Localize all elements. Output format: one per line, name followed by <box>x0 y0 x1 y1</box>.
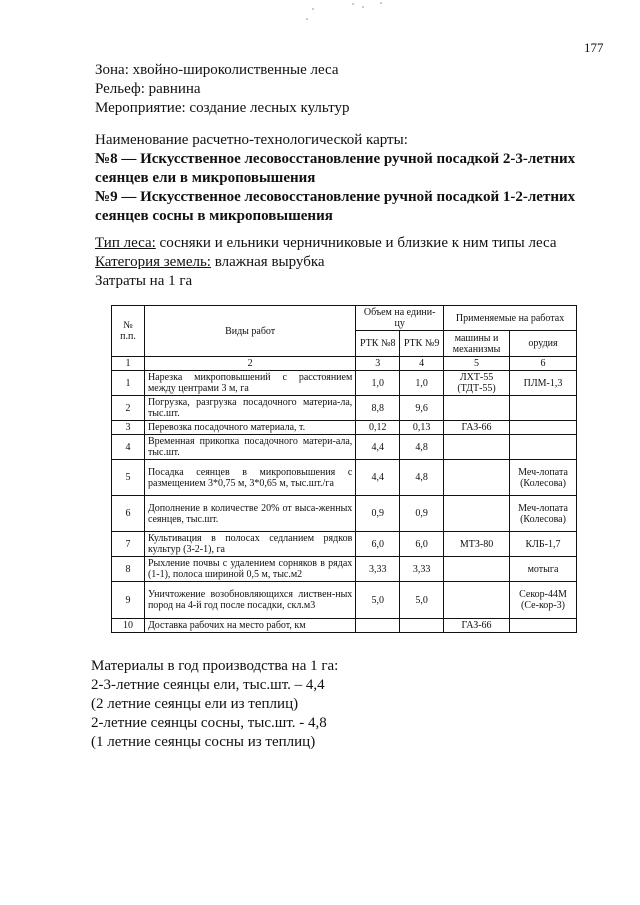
row-rtk8: 1,0 <box>356 371 400 396</box>
row-tool <box>510 435 577 460</box>
row-rtk9: 5,0 <box>400 582 444 619</box>
row-number: 9 <box>112 582 145 619</box>
row-work: Временная прикопка посадочного матери-ала, тыс.шт. <box>144 435 355 460</box>
table-row <box>112 421 577 435</box>
row-tool: Меч-лопата (Колесова) <box>510 496 577 532</box>
column-number: 3 <box>356 357 400 371</box>
row-number: 8 <box>112 557 145 582</box>
table-row <box>112 460 577 496</box>
row-rtk9: 1,0 <box>400 371 444 396</box>
land-category-value: влажная вырубка <box>210 254 325 270</box>
forest-block <box>95 234 615 291</box>
row-tool: Меч-лопата (Колесова) <box>510 460 577 496</box>
header-tools: орудия <box>510 331 577 357</box>
table-row <box>112 371 577 396</box>
row-machine: ЛХТ-55 (ТДТ-55) <box>444 371 510 396</box>
header-block <box>95 61 595 118</box>
costs-line: Затраты на 1 га <box>95 273 193 289</box>
row-number: 1 <box>112 371 145 396</box>
column-number: 6 <box>510 357 577 371</box>
rtk-item-8: №8 — Искусственное лесовосстановление ручной посадкой 2-3-летних сеянцев ели в микроповышения <box>95 151 576 186</box>
materials-title: Материалы в год производства на 1 га: <box>91 658 339 674</box>
row-machine: МТЗ-80 <box>444 532 510 557</box>
scan-speck <box>312 8 314 10</box>
row-work: Дополнение в количестве 20% от выса-женных сеянцев, тыс.шт. <box>144 496 355 532</box>
row-work: Уничтожение возобновляющихся листвен-ных пород на 4-й год после посадки, скл.м3 <box>144 582 355 619</box>
row-number: 6 <box>112 496 145 532</box>
row-rtk8: 0,12 <box>356 421 400 435</box>
activity-line: Мероприятие: создание лесных культур <box>95 100 350 116</box>
materials-line: 2-летние сеянцы сосны, тыс.шт. - 4,8 <box>91 715 327 731</box>
row-machine: ГАЗ-66 <box>444 421 510 435</box>
row-number: 10 <box>112 619 145 633</box>
forest-type-line <box>95 234 615 253</box>
row-work: Рыхление почвы с удалением сорняков в рядах (1-1), полоса шириной 0,5 м, тыс.м2 <box>144 557 355 582</box>
row-number: 7 <box>112 532 145 557</box>
page-number: 177 <box>584 40 604 55</box>
row-machine <box>444 396 510 421</box>
row-tool: Секор-44М (Се-кор-3) <box>510 582 577 619</box>
materials-block <box>91 657 591 752</box>
row-rtk9: 3,33 <box>400 557 444 582</box>
header-applied: Применяемые на работах <box>444 306 577 331</box>
row-rtk9: 4,8 <box>400 435 444 460</box>
row-number: 4 <box>112 435 145 460</box>
row-tool <box>510 619 577 633</box>
row-rtk8: 0,9 <box>356 496 400 532</box>
column-number: 4 <box>400 357 444 371</box>
row-rtk9: 9,6 <box>400 396 444 421</box>
row-number: 2 <box>112 396 145 421</box>
scan-speck <box>380 2 382 4</box>
header-num: № п.п. <box>112 306 145 357</box>
row-machine <box>444 460 510 496</box>
land-category-line <box>95 253 615 272</box>
row-tool <box>510 421 577 435</box>
materials-line: (2 летние сеянцы ели из теплиц) <box>91 696 299 712</box>
table-row <box>112 435 577 460</box>
table-row <box>112 532 577 557</box>
row-machine <box>444 435 510 460</box>
row-tool <box>510 396 577 421</box>
table-row <box>112 582 577 619</box>
forest-type-label: Тип леса: <box>95 235 156 251</box>
row-rtk9: 0,13 <box>400 421 444 435</box>
row-work: Посадка сеянцев в микроповышения с размещением 3*0,75 м, 3*0,65 м, тыс.шт./га <box>144 460 355 496</box>
zone-line: Зона: хвойно-широколиственные леса <box>95 62 339 78</box>
row-number: 3 <box>112 421 145 435</box>
column-number-row <box>112 357 577 371</box>
row-machine <box>444 582 510 619</box>
row-rtk9: 6,0 <box>400 532 444 557</box>
row-work: Перевозка посадочного материала, т. <box>144 421 355 435</box>
row-rtk8: 8,8 <box>356 396 400 421</box>
column-number: 2 <box>144 357 355 371</box>
row-rtk9: 4,8 <box>400 460 444 496</box>
row-rtk8: 5,0 <box>356 582 400 619</box>
row-rtk8 <box>356 619 400 633</box>
scan-speck <box>352 3 354 5</box>
row-rtk8: 4,4 <box>356 460 400 496</box>
table-row <box>112 557 577 582</box>
materials-line: 2-3-летние сеянцы ели, тыс.шт. – 4,4 <box>91 677 325 693</box>
header-rtk8: РТК №8 <box>356 331 400 357</box>
row-rtk8: 4,4 <box>356 435 400 460</box>
works-table <box>111 305 577 633</box>
land-category-label: Категория земель: <box>95 254 211 270</box>
row-machine: ГАЗ-66 <box>444 619 510 633</box>
row-tool: КЛБ-1,7 <box>510 532 577 557</box>
table-row <box>112 396 577 421</box>
row-work: Культивация в полосах седланием рядков культур (3-2-1), га <box>144 532 355 557</box>
column-number: 5 <box>444 357 510 371</box>
row-rtk9: 0,9 <box>400 496 444 532</box>
scan-speck <box>362 6 364 8</box>
row-machine <box>444 496 510 532</box>
row-rtk8: 3,33 <box>356 557 400 582</box>
rtk-item-9: №9 — Искусственное лесовосстановление ручной посадкой 1-2-летних сеянцев сосны в микроповышения <box>95 189 576 224</box>
row-work: Доставка рабочих на место работ, км <box>144 619 355 633</box>
rtk-block <box>95 131 615 226</box>
row-rtk9 <box>400 619 444 633</box>
header-volume: Объем на едини-цу <box>356 306 444 331</box>
relief-line: Рельеф: равнина <box>95 81 201 97</box>
row-machine <box>444 557 510 582</box>
forest-type-value: сосняки и ельники черничниковые и близкие к ним типы леса <box>155 235 557 251</box>
row-work: Нарезка микроповышений с расстоянием между центрами 3 м, га <box>144 371 355 396</box>
header-works: Виды работ <box>144 306 355 357</box>
header-machines: машины и механизмы <box>444 331 510 357</box>
rtk-caption: Наименование расчетно-технологической карты: <box>95 132 408 148</box>
row-tool: мотыга <box>510 557 577 582</box>
table-row <box>112 619 577 633</box>
row-rtk8: 6,0 <box>356 532 400 557</box>
scan-speck <box>306 18 308 20</box>
header-rtk9: РТК №9 <box>400 331 444 357</box>
row-work: Погрузка, разгрузка посадочного материа-ла, тыс.шт. <box>144 396 355 421</box>
column-number: 1 <box>112 357 145 371</box>
row-number: 5 <box>112 460 145 496</box>
materials-line: (1 летние сеянцы сосны из теплиц) <box>91 734 316 750</box>
table-row <box>112 496 577 532</box>
row-tool: ПЛМ-1,3 <box>510 371 577 396</box>
